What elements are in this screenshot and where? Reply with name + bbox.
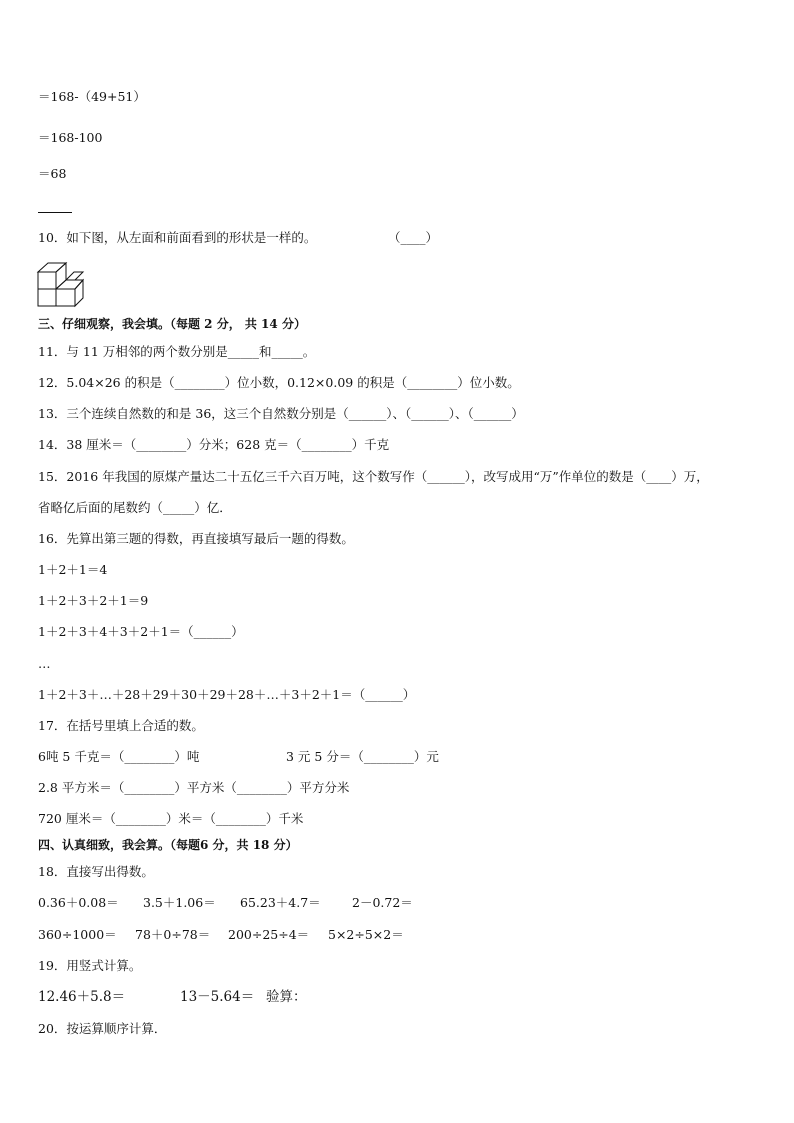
question-17-row-2: 2.8 平方米＝（________）平方米（________）平方分米 bbox=[38, 780, 350, 795]
question-17-row-1b: 3 元 5 分＝（________）元 bbox=[286, 749, 439, 764]
question-19-title: 19．用竖式计算。 bbox=[38, 958, 142, 973]
question-18-title: 18．直接写出得数。 bbox=[38, 864, 154, 879]
question-16-title: 16．先算出第三题的得数，再直接填写最后一题的得数。 bbox=[38, 531, 354, 546]
question-10 bbox=[38, 230, 439, 246]
calc-line-1: ＝168-（49+51） bbox=[38, 89, 146, 104]
question-10-text: 10．如下图，从左面和前面看到的形状是一样的。 bbox=[38, 230, 317, 245]
question-16-ellipsis: … bbox=[38, 656, 51, 671]
answer-underline bbox=[38, 212, 72, 213]
question-16-line-2: 1＋2＋3＋2＋1＝9 bbox=[38, 593, 149, 608]
question-20-title: 20．按运算顺序计算． bbox=[38, 1021, 167, 1036]
section-4-heading: 四、认真细致，我会算。（每题6 分，共 18 分） bbox=[38, 838, 298, 852]
question-17-row-1a: 6吨 5 千克＝（________）吨 bbox=[38, 749, 200, 764]
calc-line-3: ＝68 bbox=[38, 166, 67, 181]
question-18-item: 5×2÷5×2＝ bbox=[328, 927, 404, 942]
section-3-heading: 三、仔细观察，我会填。（每题 2 分， 共 14 分） bbox=[38, 317, 306, 331]
question-12: 12．5.04×26 的积是（________）位小数，0.12×0.09 的积是（________）位小数。 bbox=[38, 375, 520, 390]
question-19-check-label: 验算： bbox=[266, 989, 307, 1005]
question-17-title: 17．在括号里填上合适的数。 bbox=[38, 718, 204, 733]
question-10-blank: （____） bbox=[388, 230, 439, 245]
question-16-line-3: 1＋2＋3＋4＋3＋2＋1＝（______） bbox=[38, 624, 244, 639]
question-11: 11．与 11 万相邻的两个数分别是_____和_____。 bbox=[38, 344, 316, 359]
question-18-item: 78＋0÷78＝ bbox=[135, 927, 211, 942]
question-18-item: 360÷1000＝ bbox=[38, 927, 117, 942]
calc-line-2: ＝168-100 bbox=[38, 130, 103, 145]
question-17-row-3: 720 厘米＝（________）米＝（________）千米 bbox=[38, 811, 304, 826]
question-16-line-1: 1＋2＋1＝4 bbox=[38, 562, 108, 577]
question-16-line-5: 1＋2＋3＋…＋28＋29＋30＋29＋28＋…＋3＋2＋1＝（______） bbox=[38, 687, 416, 702]
question-19-item: 13－5.64＝ bbox=[180, 989, 255, 1005]
question-18-item: 200÷25÷4＝ bbox=[228, 927, 310, 942]
question-15-line-2: 省略亿后面的尾数约（_____）亿． bbox=[38, 500, 232, 515]
question-13: 13．三个连续自然数的和是 36，这三个自然数分别是（______）、（______）、（______） bbox=[38, 406, 524, 421]
question-15-line-1: 15．2016 年我国的原煤产量达二十五亿三千六百万吨，这个数写作（______），改写成用“万”作单位的数是（____）万， bbox=[38, 469, 709, 484]
question-18-item: 65.23＋4.7＝ bbox=[240, 895, 321, 910]
question-14: 14．38 厘米＝（________）分米；628 克＝（________）千克 bbox=[38, 437, 390, 452]
question-18-item: 0.36＋0.08＝ bbox=[38, 895, 119, 910]
question-18-item: 3.5＋1.06＝ bbox=[143, 895, 216, 910]
cube-stack-figure bbox=[36, 259, 88, 309]
question-18-item: 2－0.72＝ bbox=[352, 895, 413, 910]
question-19-item: 12.46＋5.8＝ bbox=[38, 989, 126, 1005]
